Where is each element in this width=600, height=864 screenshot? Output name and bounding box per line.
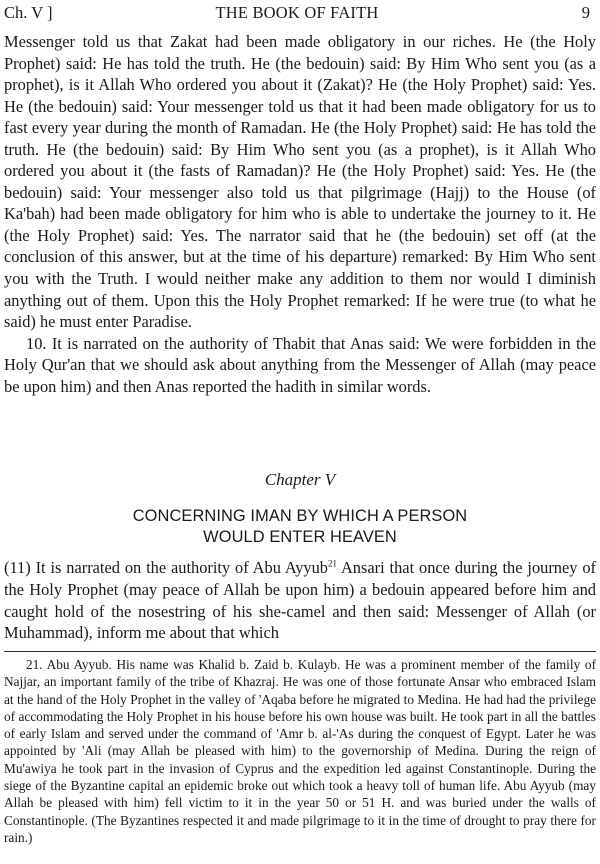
hadith-11-before-ref: (11) It is narrated on the authority of Abu Ayyub	[4, 558, 328, 577]
paragraph-continuation: Messenger told us that Zakat had been made obligatory in our riches. He (the Holy Prophet) said: He has told the truth. He (the bedouin) said: By Him Who sent you (as a prophet), is it Allah Who ordered you about it (Zakat)? He (the Holy Prophet) said: Yes. He (the bedouin) said: Your messenger told us that it had been made obligatory for us to fast every year during the month of Ramadan. He (the Holy Prophet) said: He has told the truth. He (the bedouin) said: By Him Who sent you (as a prophet), is it Allah Who ordered you about it (the fasts of Ramadan)? He (the Holy Prophet) said: Yes. He (the bedouin) said: Your messenger also told us that pilgrimage (Hajj) to the House (of Ka'bah) had been made obligatory for him who is able to undertake the journey to it. He (the Holy Prophet) said: Yes. The narrator said that he (the bedouin) set off (at the conclusion of this answer, but at the time of his departure) remarked: By Him Who sent you with the Truth. I would neither make any addition to them nor would I diminish anything out of them. Upon this the Holy Prophet remarked: If he were true (to what he said) he must enter Paradise.	[4, 32, 596, 332]
running-head-chapter: Ch. V ]	[4, 3, 53, 22]
paragraph-hadith-10: 10. It is narrated on the authority of Thabit that Anas said: We were forbidden in the Holy Qur'an that we should ask about anything from the Messenger of Allah (may peace be upon him) and then Anas reported the hadith in similar words.	[4, 333, 596, 396]
body-text	[4, 31, 596, 397]
footnote-reference: 21	[328, 558, 337, 569]
paragraph-hadith-11	[4, 557, 596, 644]
chapter-label: Chapter V	[264, 470, 336, 489]
footnote-divider	[4, 651, 596, 652]
chapter-title-line-1: CONCERNING IMAN BY WHICH A PERSON	[132, 507, 468, 525]
hadith-11-after-ref: Ansari that once during the journey of the Holy Prophet (may peace of Allah be upon him) a bedouin appeared before him and caught hold of the nosestring of his she-camel and then said: Messenger of Allah (or Muhammad), inform me about that which	[4, 558, 596, 643]
running-head	[4, 2, 590, 24]
chapter-body	[4, 557, 596, 644]
running-head-book-title: THE BOOK OF FAITH	[215, 3, 379, 22]
footnote	[4, 656, 596, 846]
page-number: 9	[581, 3, 590, 22]
chapter-title	[0, 506, 600, 548]
chapter-title-line-2: WOULD ENTER HEAVEN	[203, 528, 397, 546]
footnote-text: 21. Abu Ayyub. His name was Khalid b. Zaid b. Kulayb. He was a prominent member of the family of Najjar, an important family of the tribe of Khazraj. He was one of those fortunate Ansar who embraced Islam at the hand of the Holy Prophet in the valley of 'Aqaba before he migrated to Medina. He had had the privilege of accommodating the Holy Prophet in his house before his own house was built. He took part in all the battles of early Islam and served under the command of 'Amr b. al-'As during the conquest of Egypt. Later he was appointed by 'Ali (may Allah be pleased with him) to the governorship of Medina. During the reign of Mu'awiya he took part in the invasion of Cyprus and the expedition led against Constantinople. During the siege of the Byzantine capital an epidemic broke out which took a heavy toll of human life. Abu Ayyub (may Allah be pleased with him) fell victim to it in the year 50 or 51 H. and was buried under the walls of Constantinople. (The Byzantines respected it and made pilgrimage to it in the time of drought to pray there for rain.)	[4, 657, 596, 845]
